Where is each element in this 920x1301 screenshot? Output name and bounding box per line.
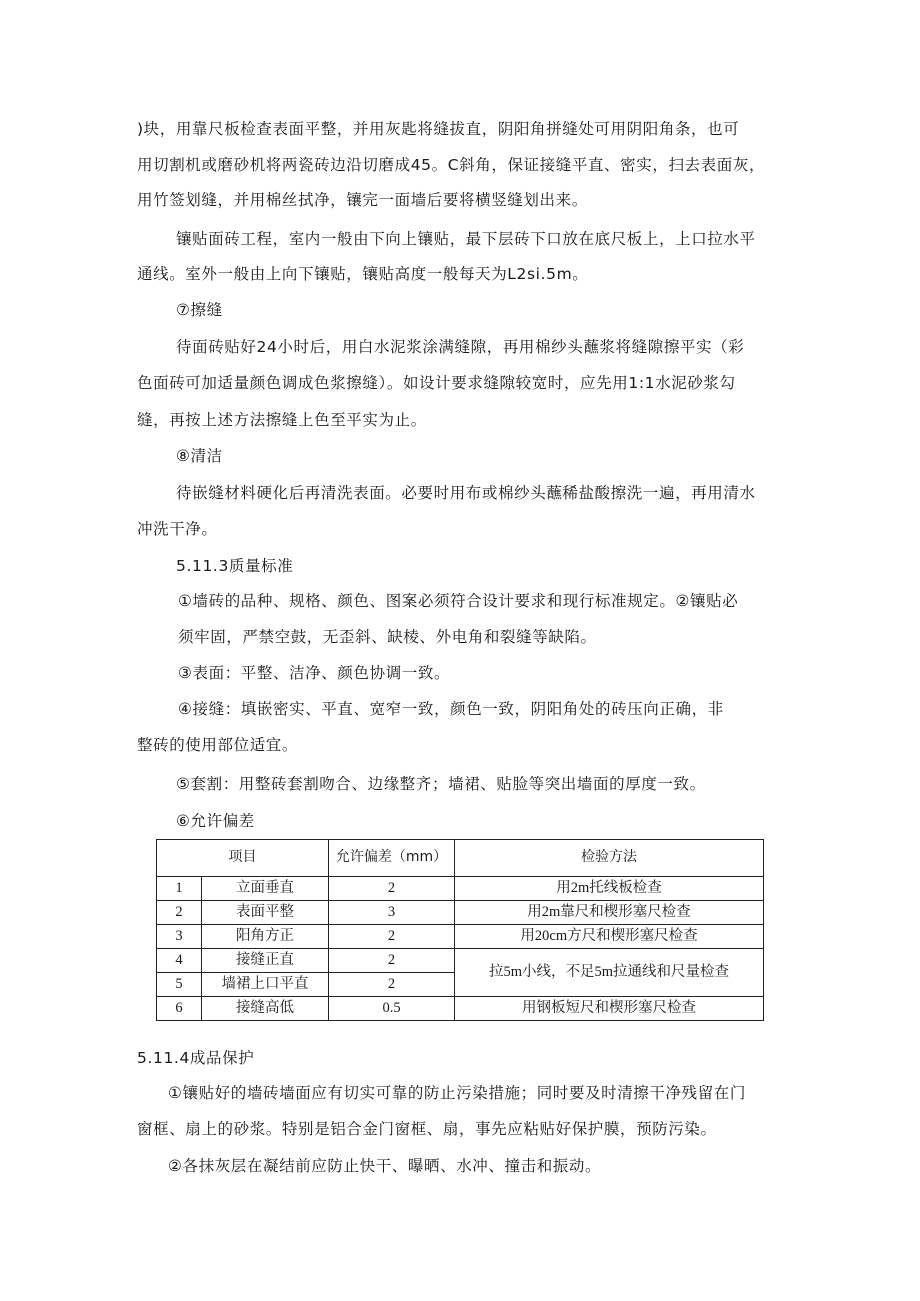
row-method: 用钢板短尺和楔形塞尺检查 — [455, 997, 764, 1021]
table-row — [157, 997, 764, 1021]
paragraph-line: )块，用靠尺板检查表面平整，并用灰匙将缝拔直，阴阳角拼缝处可用阴阳角条，也可 — [137, 120, 740, 138]
row-tolerance: 3 — [329, 901, 455, 925]
section-heading: ⑧清洁 — [176, 447, 223, 465]
section-heading: ⑦擦缝 — [176, 301, 223, 319]
row-method: 用20cm方尺和楔形塞尺检查 — [455, 925, 764, 949]
row-number: 2 — [157, 901, 202, 925]
section-heading: ⑥允许偏差 — [176, 812, 255, 830]
table-row — [157, 877, 764, 901]
row-item: 表面平整 — [202, 901, 329, 925]
paragraph-line: 用竹签划缝，并用棉丝拭净，镶完一面墙后要将横竖缝划出来。 — [137, 191, 588, 209]
row-item: 接缝正直 — [202, 949, 329, 973]
section-heading: 5.11.4成品保护 — [137, 1049, 255, 1067]
table-row — [157, 949, 764, 973]
paragraph-line: 通线。室外一般由上向下镶贴，镶贴高度一般每天为L2si.5m。 — [137, 265, 589, 283]
paragraph-line: 缝，再按上述方法擦缝上色至平实为止。 — [137, 411, 427, 429]
paragraph-line: ④接缝：填嵌密实、平直、宽窄一致，颜色一致，阴阳角处的砖压向正确，非 — [178, 700, 724, 718]
table-header-row — [157, 840, 764, 877]
table-row — [157, 901, 764, 925]
paragraph-line: ③表面：平整、洁净、颜色协调一致。 — [178, 664, 451, 682]
paragraph-line: 冲洗干净。 — [137, 520, 218, 538]
row-item: 阳角方正 — [202, 925, 329, 949]
row-method: 用2m靠尺和楔形塞尺检查 — [455, 901, 764, 925]
table-row — [157, 925, 764, 949]
paragraph-line: 待嵌缝材料硬化后再清洗表面。必要时用布或棉纱头蘸稀盐酸擦洗一遍，再用清水 — [176, 484, 756, 502]
row-number: 6 — [157, 997, 202, 1021]
row-tolerance: 2 — [329, 973, 455, 997]
header-tolerance: 允许偏差（mm） — [329, 840, 455, 877]
row-number: 3 — [157, 925, 202, 949]
paragraph-line: ①镶贴好的墙砖墙面应有切实可靠的防止污染措施；同时要及时清擦干净残留在门 — [168, 1084, 746, 1102]
paragraph-line: 镶贴面砖工程，室内一般由下向上镶贴，最下层砖下口放在底尺板上，上口拉水平 — [176, 230, 756, 248]
row-tolerance: 2 — [329, 877, 455, 901]
row-number: 5 — [157, 973, 202, 997]
row-number: 1 — [157, 877, 202, 901]
header-item: 项目 — [157, 840, 329, 877]
row-method: 拉5m小线，不足5m拉通线和尺量检查 — [455, 949, 764, 997]
row-item: 墙裙上口平直 — [202, 973, 329, 997]
paragraph-line: 色面砖可加适量颜色调成色浆擦缝）。如设计要求缝隙较宽时，应先用1:1水泥砂浆勾 — [137, 374, 736, 392]
row-tolerance: 2 — [329, 949, 455, 973]
paragraph-line: ⑤套割：用整砖套割吻合、边缘整齐；墙裙、贴脸等突出墙面的厚度一致。 — [176, 775, 706, 793]
row-method: 用2m托线板检查 — [455, 877, 764, 901]
row-number: 4 — [157, 949, 202, 973]
tolerance-table — [156, 839, 764, 1021]
paragraph-line: 待面砖贴好24小时后，用白水泥浆涂满缝隙，再用棉纱头蘸浆将缝隙擦平实（彩 — [176, 338, 745, 356]
row-tolerance: 0.5 — [329, 997, 455, 1021]
row-item: 立面垂直 — [202, 877, 329, 901]
paragraph-line: 须牢固，严禁空鼓，无歪斜、缺棱、外电角和裂缝等缺陷。 — [178, 628, 597, 646]
row-item: 接缝高低 — [202, 997, 329, 1021]
paragraph-line: 窗框、扇上的砂浆。特别是铝合金门窗框、扇，事先应粘贴好保护膜，预防污染。 — [137, 1120, 717, 1138]
section-heading: 5.11.3质量标准 — [176, 557, 294, 575]
header-method: 检验方法 — [455, 840, 764, 877]
row-tolerance: 2 — [329, 925, 455, 949]
paragraph-line: 整砖的使用部位适宜。 — [137, 736, 299, 754]
paragraph-line: ①墙砖的品种、规格、颜色、图案必须符合设计要求和现行标准规定。②镶贴必 — [178, 592, 739, 610]
paragraph-line: ②各抹灰层在凝结前应防止快干、曝晒、水冲、撞击和振动。 — [168, 1157, 602, 1175]
paragraph-line: 用切割机或磨砂机将两瓷砖边沿切磨成45。C斜角，保证接缝平直、密实，扫去表面灰， — [137, 156, 766, 174]
